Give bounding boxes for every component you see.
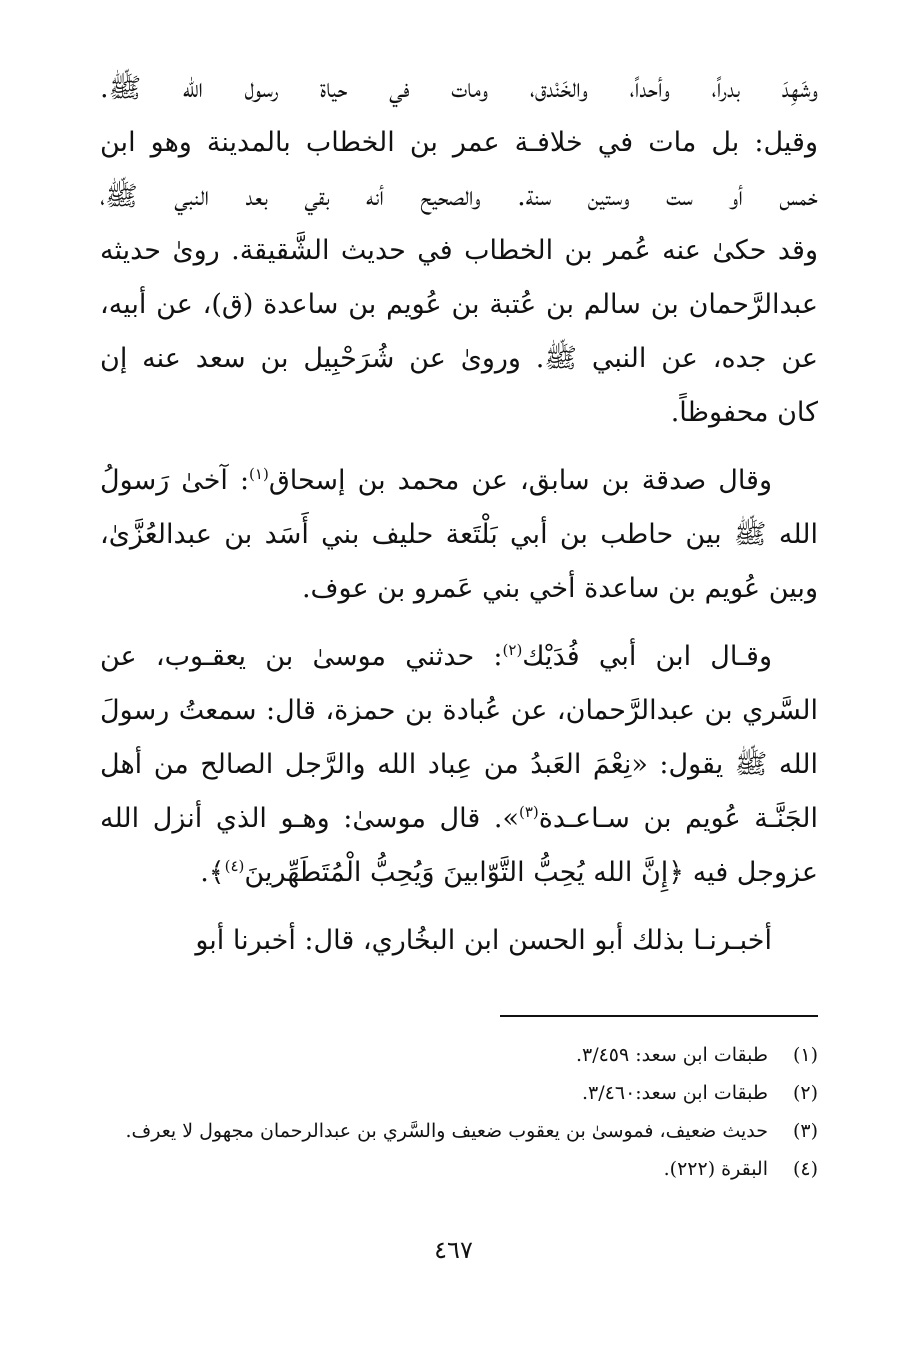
footnote-ref[interactable]: (٢) (502, 641, 523, 659)
paragraph-3 (100, 630, 818, 900)
text-line: الله ﷺ يقول: «نِعْمَ العَبدُ من عِباد الله والرَّجل الصالح من أهل (100, 749, 818, 780)
text-line: السَّري بن عبدالرَّحمان، عن عُبادة بن حمزة، قال: سمعتُ رسولَ (100, 695, 818, 726)
footnote-number: (١) (792, 1044, 818, 1066)
text-line: الله ﷺ بين حاطب بن أبي بَلْتَعة حليف بني أَسَد بن عبدالعُزَّىٰ، (100, 519, 818, 550)
text-line: عبدالرَّحمان بن سالم بن عُتبة بن عُويم بن ساعدة (ق)، عن أبيه، (100, 289, 818, 320)
text-segment: : حدثني موسىٰ بن يعقـوب، عن (100, 641, 503, 672)
text-segment: عزوجل فيه ﴿إِنَّ الله يُحِبُّ التَّوّابينَ وَيُحِبُّ الْمُتَطَهِّرينَ (244, 857, 818, 888)
text-segment: ﴾. (200, 857, 225, 888)
text-line (100, 792, 818, 846)
footnote-number: (٣) (792, 1120, 818, 1142)
footnote-text: طبقات ابن سعد: ٣/٤٥٩. (575, 1044, 768, 1066)
footnote-text: حديث ضعيف، فموسىٰ بن يعقوب ضعيف والسَّري بن عبدالرحمان مجهول لا يعرف. (125, 1120, 768, 1142)
footnote-ref[interactable]: (٣) (518, 803, 539, 821)
text-line: أخبـرنـا بذلك أبو الحسن ابن البخُاري، قال: أخبرنا أبو (195, 925, 772, 956)
paragraph-4 (100, 914, 818, 968)
footnote-item (100, 1152, 818, 1186)
text-segment: ». قال موسىٰ: وهـو الذي أنزل الله (100, 803, 519, 834)
footnote-ref[interactable]: (٤) (224, 857, 245, 875)
footnote-text: طبقات ابن سعد:٣/٤٦٠. (582, 1082, 768, 1104)
page-number: ٤٦٧ (434, 1236, 473, 1264)
text-segment: وقـال ابن أبي فُدَيْك (522, 641, 772, 672)
text-line: كان محفوظاً. (670, 397, 818, 428)
footnote-number: (٢) (792, 1082, 818, 1104)
footnote-number: (٤) (792, 1158, 818, 1180)
text-line: وقيل: بل مات في خلافـة عمر بن الخطاب بالمدينة وهو ابن (100, 127, 818, 158)
text-line (100, 630, 818, 684)
footnote-ref[interactable]: (١) (249, 465, 269, 483)
footnote-divider (500, 1015, 818, 1017)
footnote-item (100, 1076, 818, 1110)
text-line (100, 454, 818, 508)
paragraph-1 (100, 62, 818, 440)
text-line: وقد حكىٰ عنه عُمر بن الخطاب في حديث الشَّقيقة. روىٰ حديثه (100, 235, 818, 266)
text-line: عن جده، عن النبي ﷺ. ورویٰ عن شُرَحْبِيل بن سعد عنه إن (100, 343, 818, 374)
footnotes (100, 1038, 818, 1190)
text-line (100, 846, 818, 900)
text-line: وشَهِدَ بدراً، وأحداً، والخَنْدق، ومات في حياة رسول الله ﷺ. (100, 73, 818, 104)
text-segment: : آخىٰ رَسولُ (100, 465, 250, 496)
paragraph-2 (100, 454, 818, 616)
footnote-item (100, 1038, 818, 1072)
text-segment: الجَنَّـة عُويم بن سـاعـدة (538, 803, 818, 834)
footnote-item (100, 1114, 818, 1148)
text-segment: وقال صدقة بن سابق، عن محمد بن إسحاق (268, 465, 772, 496)
footnote-text: البقرة (٢٢٢). (663, 1158, 768, 1180)
text-line: خمس أو ست وستين سنة. والصحيح أنه بقي بعد النبي ﷺ، (100, 181, 818, 212)
main-text (100, 62, 818, 982)
text-line: وبين عُويم بن ساعدة أخي بني عَمرو بن عوف. (301, 573, 818, 604)
